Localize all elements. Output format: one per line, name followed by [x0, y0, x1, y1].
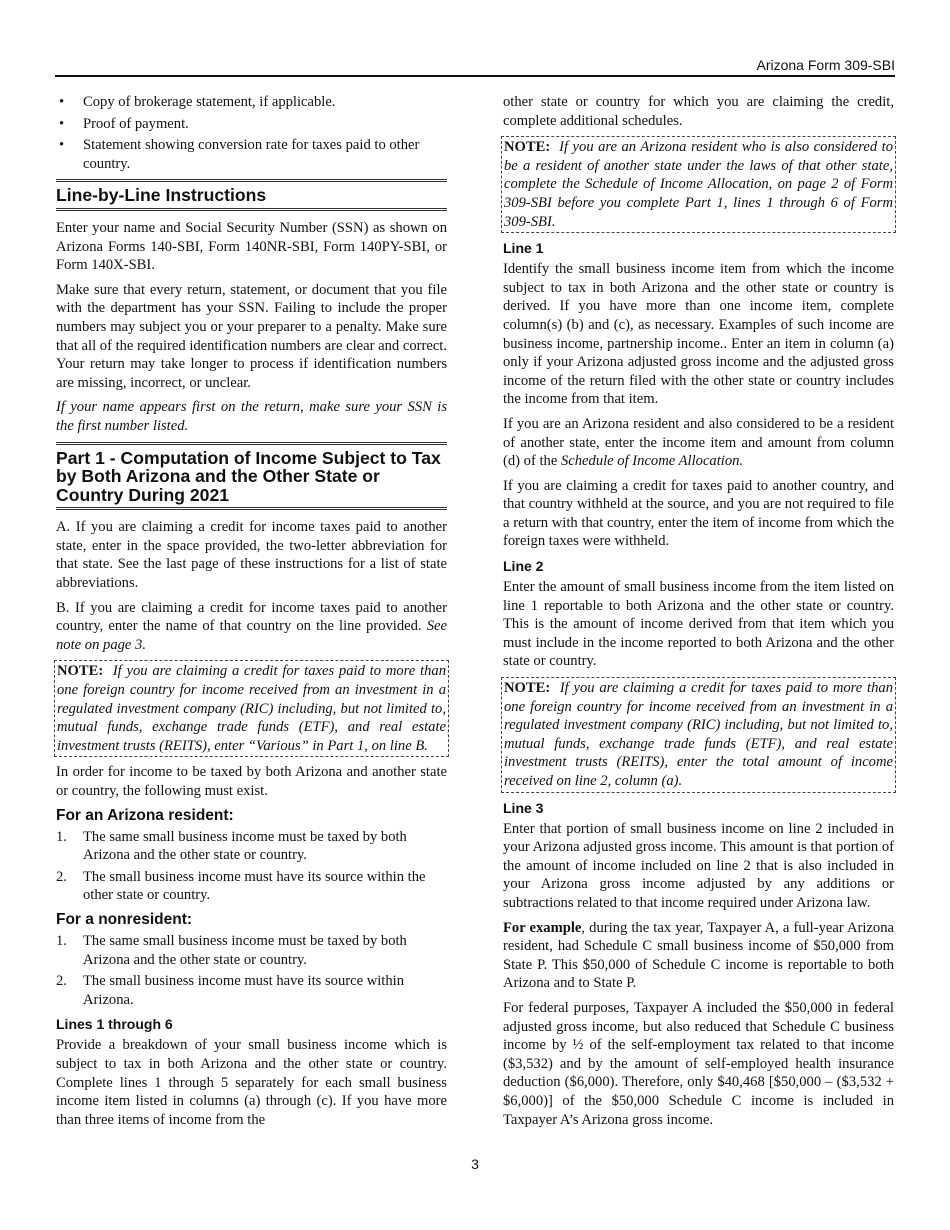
line-1-paragraph: Identify the small business income item from which the income subject to tax in both Arizona and the other state or country is derived. If you have more than one income item, complete column(s) (b) and (c), as necessary. Examples of such income are business income, partnership income.. Enter an item in column (a) only if your Arizona adjusted gross income and the adjusted gross income of the return filed with the other state or country includes the income from that item. [503, 261, 894, 408]
line-2-heading: Line 2 [503, 558, 544, 575]
note-label: NOTE: [504, 680, 551, 697]
line-by-line-heading: Line-by-Line Instructions [56, 179, 447, 211]
header-rule [55, 75, 895, 77]
line-3-heading: Line 3 [503, 799, 544, 816]
item-text: The same small business income must be taxed by both Arizona and the other state or country. [83, 932, 407, 968]
note-text: If you are an Arizona resident who is also considered to be a resident of another state under the laws of that other state, complete the Schedule of Income Allocation, on page 2 of Form 309-SBI before you complete Part 1, lines 1 through 6 of Form 309-SBI. [504, 139, 893, 230]
list-item: • Proof of payment. [56, 115, 447, 134]
list-item: • Statement showing conversion rate for taxes paid to other country. [56, 136, 447, 173]
list-item [56, 932, 447, 969]
item-number: 1. [56, 828, 67, 845]
intro-paragraph: Enter your name and Social Security Number (SSN) as shown on Arizona Forms 140-SBI, Form 140NR-SBI, Form 140PY-SBI, or Form 140X-SBI. [56, 219, 447, 274]
right-column [503, 93, 894, 1135]
federal-paragraph: For federal purposes, Taxpayer A included the $50,000 in federal adjusted gross income, but also reduced that Schedule C business income by ½ of the self-employment tax related to that income ($3,532) and by the amount of self-employed health insurance deduction ($6,000). Therefore, only $40,468 [$50,000 – ($3,532 + $6,000)] of the $50,000 Schedule C income is included in Taxpayer A’s Arizona gross income. [503, 999, 894, 1128]
item-text: The same small business income must be taxed by both Arizona and the other state or country. [83, 828, 407, 864]
continuation-paragraph: other state or country for which you are claiming the credit, complete additional schedules. [503, 94, 894, 129]
attachments-list [56, 93, 447, 173]
note-label: NOTE: [57, 663, 104, 680]
left-column [56, 93, 447, 1135]
list-item: • Copy of brokerage statement, if applicable. [56, 93, 447, 112]
order-paragraph: In order for income to be taxed by both Arizona and another state or country, the following must exist. [56, 764, 447, 799]
page-number: 3 [471, 1156, 479, 1172]
item-number: 2. [56, 868, 67, 885]
intro-paragraph: Make sure that every return, statement, or document that you file with the department has your SSN. Failing to include the proper numbers may subject you or your preparer to a penalty. Make sure that all of the required identification numbers are clear and correct. Your return may take longer to process if identification numbers are missing, incorrect, or unclear. [56, 281, 448, 391]
ssn-order-note: If your name appears first on the return, make sure your SSN is the first number listed. [56, 399, 447, 434]
item-number: 2. [56, 973, 67, 990]
resident-heading: For an Arizona resident: [56, 806, 234, 824]
list-item [56, 868, 447, 905]
line-1-paragraph: If you are claiming a credit for taxes paid to another country, and that country withheld at the source, and you are not required to file a return with that country, enter the item of income from which the foreign taxes were withheld. [503, 477, 894, 550]
line-1-heading: Line 1 [503, 240, 544, 257]
lines-1-6-heading: Lines 1 through 6 [56, 1016, 173, 1033]
note-text: If you are claiming a credit for taxes paid to more than one foreign country for income received from an investment in a regulated investment company (RIC) including, but not limited to, mutual funds, exchange trade funds (ETF), and real estate investment trusts (REITS), enter “Various” in Part 1, on line B. [57, 663, 447, 754]
note-box-resident [501, 136, 896, 233]
resident-list [56, 828, 447, 905]
note-box-total [501, 677, 896, 793]
nonresident-heading: For a nonresident: [56, 910, 193, 928]
list-item [56, 972, 447, 1009]
line-3-paragraph: Enter that portion of small business income on line 2 included in your Arizona adjusted gross income. This amount is that portion of the amount of income included on line 2 that is also included in your Arizona gross income adjusted by any additions or subtractions related to that income required under Arizona law. [503, 820, 894, 911]
list-item [56, 828, 447, 865]
nonresident-list [56, 932, 447, 1009]
line-1-text: If you are an Arizona resident and also considered to be a resident of another state, enter the income item and amount from column (d) of the [503, 415, 894, 470]
item-number: 1. [56, 932, 67, 949]
part1-heading: Part 1 - Computation of Income Subject to Tax by Both Arizona and the Other State or Country During 2021 [56, 442, 447, 511]
note-box-various [54, 660, 449, 757]
line-2-paragraph: Enter the amount of small business income from the item listed on line 1 reportable to both Arizona and the other state or country. This is the amount of income derived from that item which you must include in the income reported to both Arizona and the other state or country. [503, 579, 894, 670]
paragraph-b-text: B. If you are claiming a credit for income taxes paid to another country, enter the name of that country on the line provided. [56, 599, 447, 635]
example-text: , during the tax year, Taxpayer A, a full-year Arizona resident, had Schedule C small business income of $50,000 from State P. This $50,000 of Schedule C income is reportable to both Arizona and to State P. [503, 919, 894, 992]
paragraph-b [56, 599, 447, 655]
note-text: If you are claiming a credit for taxes paid to more than one foreign country for income received from an investment in a regulated investment company (RIC) including, but not limited to, mutual funds, exchange trade funds (ETF), and real estate investment trusts (REITS), enter the total amount of income received on line 2, column (a). [504, 680, 894, 789]
item-text: The small business income must have its source within Arizona. [83, 973, 405, 1008]
item-text: The small business income must have its source within the other state or country. [83, 868, 426, 904]
paragraph-a: A. If you are claiming a credit for income taxes paid to another state, enter in the space provided, the two-letter abbreviation for that state. See the last page of these instructions for a list of state abbreviations. [56, 519, 447, 592]
example-paragraph [503, 919, 894, 993]
schedule-reference: Schedule of Income Allocation. [560, 453, 744, 470]
lines-1-6-paragraph: Provide a breakdown of your small business income which is subject to tax in both Arizona and the other state or country. Complete lines 1 through 5 separately for each small business income item listed in columns (a) through (c). If you have more than three items of income from the [56, 1037, 447, 1128]
example-lead: For example [503, 919, 582, 936]
form-title: Arizona Form 309-SBI [756, 57, 895, 73]
line-1-paragraph [503, 415, 894, 471]
paragraph-b-see-note: See note on page 3. [56, 618, 447, 653]
note-label: NOTE: [504, 139, 551, 156]
